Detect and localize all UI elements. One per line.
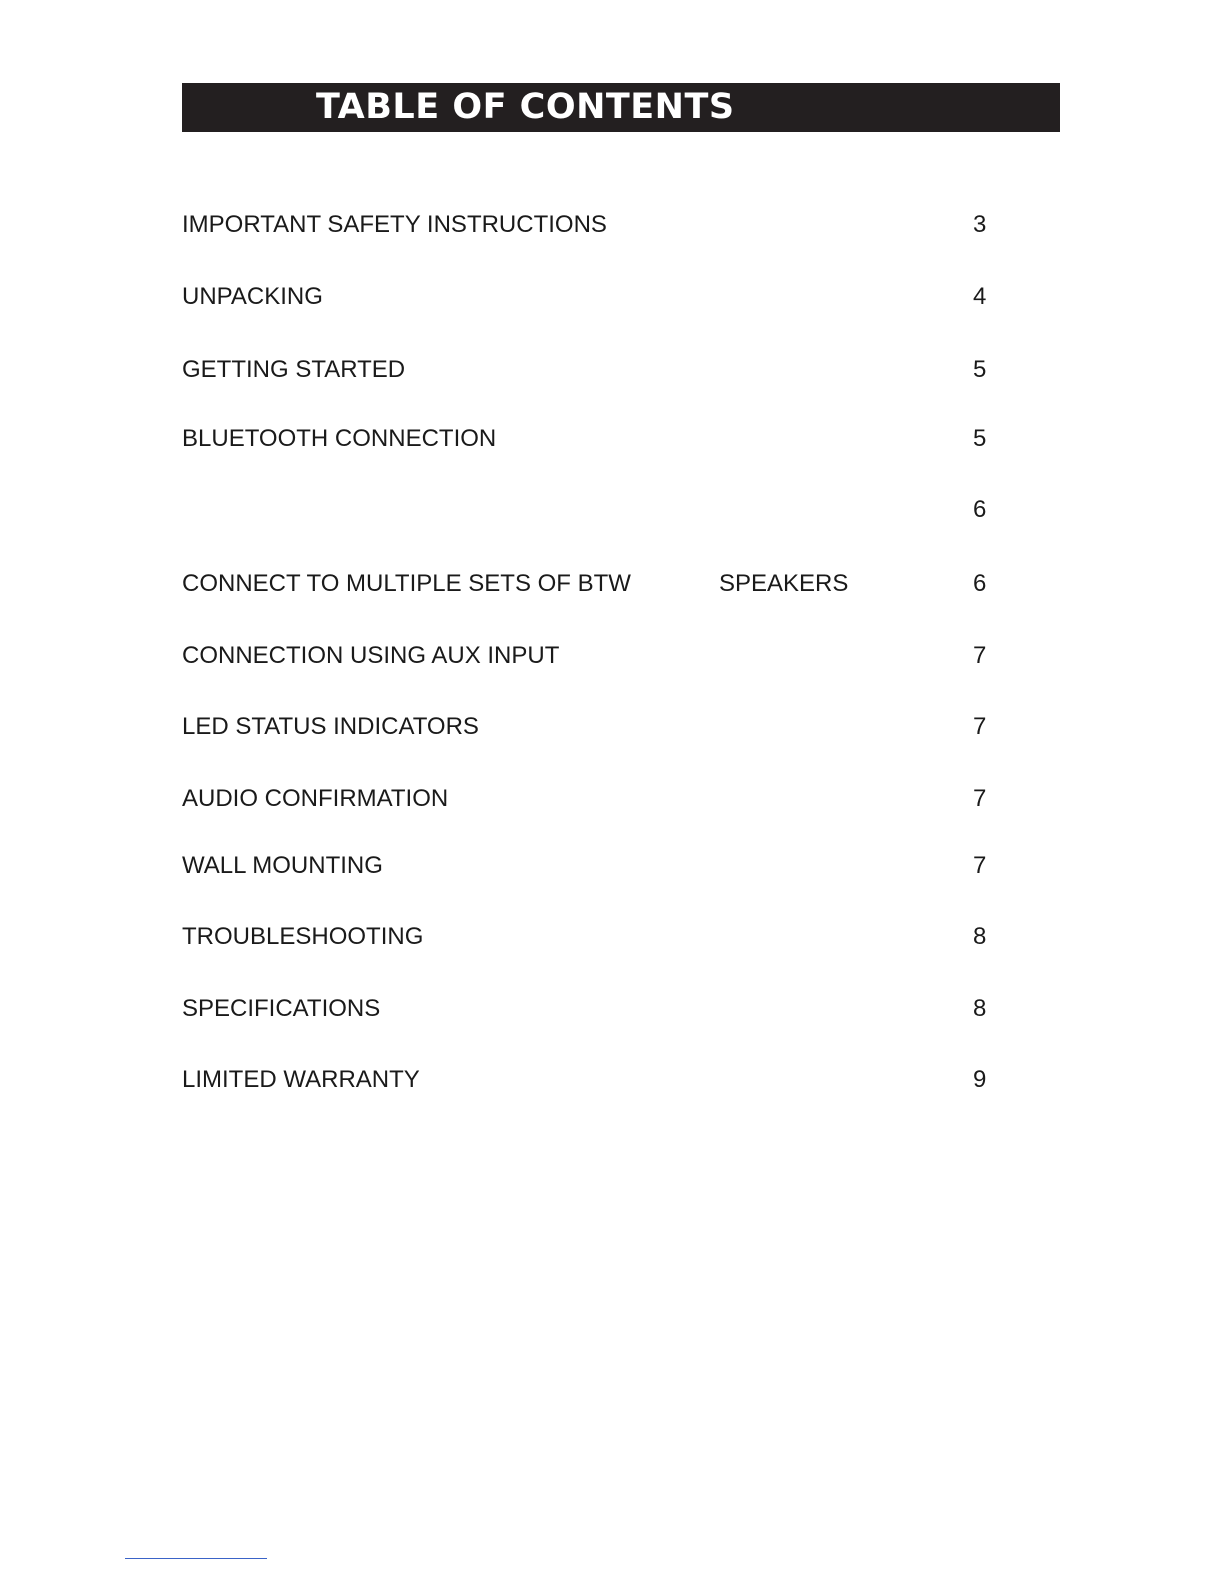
toc-entry-audio-confirmation[interactable]	[182, 784, 1002, 814]
toc-entry-troubleshooting[interactable]	[182, 922, 1002, 952]
toc-entry-untitled[interactable]	[182, 495, 1002, 525]
toc-entry-label: TROUBLESHOOTING	[182, 923, 424, 950]
toc-entry-page: 8	[973, 923, 987, 950]
toc-entry-bluetooth-connection[interactable]	[182, 424, 1002, 454]
toc-entry-label: LED STATUS INDICATORS	[182, 713, 479, 740]
page-title: TABLE OF CONTENTS	[316, 87, 735, 127]
toc-entry-page: 6	[973, 570, 987, 597]
header-bar	[182, 83, 1060, 132]
toc-entry-page: 7	[973, 852, 987, 879]
toc-entry-label: CONNECT TO MULTIPLE SETS OF BTW	[182, 570, 631, 597]
toc-entry-page: 3	[973, 211, 987, 238]
toc-entry-page: 7	[973, 642, 987, 669]
toc-entry-page: 7	[973, 713, 987, 740]
toc-entry-page: 5	[973, 356, 987, 383]
toc-entry-label: UNPACKING	[182, 283, 323, 310]
footer-link-underline	[125, 1558, 267, 1559]
toc-entry-label: AUDIO CONFIRMATION	[182, 785, 449, 812]
toc-entry-label: GETTING STARTED	[182, 356, 406, 383]
toc-entry-wall-mounting[interactable]	[182, 851, 1002, 881]
toc-entry-limited-warranty[interactable]	[182, 1065, 1002, 1095]
toc-entry-specifications[interactable]	[182, 994, 1002, 1024]
toc-entry-page: 7	[973, 785, 987, 812]
toc-entry-label: LIMITED WARRANTY	[182, 1066, 420, 1093]
toc-entry-label: BLUETOOTH CONNECTION	[182, 425, 497, 452]
toc-entry-label-extra: SPEAKERS	[719, 570, 849, 597]
toc-entry-getting-started[interactable]	[182, 355, 1002, 385]
toc-entry-multiple-speakers[interactable]	[182, 569, 1002, 599]
toc-entry-label: IMPORTANT SAFETY INSTRUCTIONS	[182, 211, 607, 238]
toc-entry-unpacking[interactable]	[182, 282, 1002, 312]
toc-entry-led-status[interactable]	[182, 712, 1002, 742]
toc-entry-page: 8	[973, 995, 987, 1022]
toc-entry-label: CONNECTION USING AUX INPUT	[182, 642, 560, 669]
toc-entry-label: WALL MOUNTING	[182, 852, 383, 879]
toc-entry-page: 9	[973, 1066, 987, 1093]
toc-entry-label: SPECIFICATIONS	[182, 995, 381, 1022]
toc-entry-aux-input[interactable]	[182, 641, 1002, 671]
toc-entry-page: 4	[973, 283, 987, 310]
toc-entry-safety-instructions[interactable]	[182, 210, 1002, 240]
toc-entry-page: 5	[973, 425, 987, 452]
toc-entry-page: 6	[973, 496, 987, 523]
